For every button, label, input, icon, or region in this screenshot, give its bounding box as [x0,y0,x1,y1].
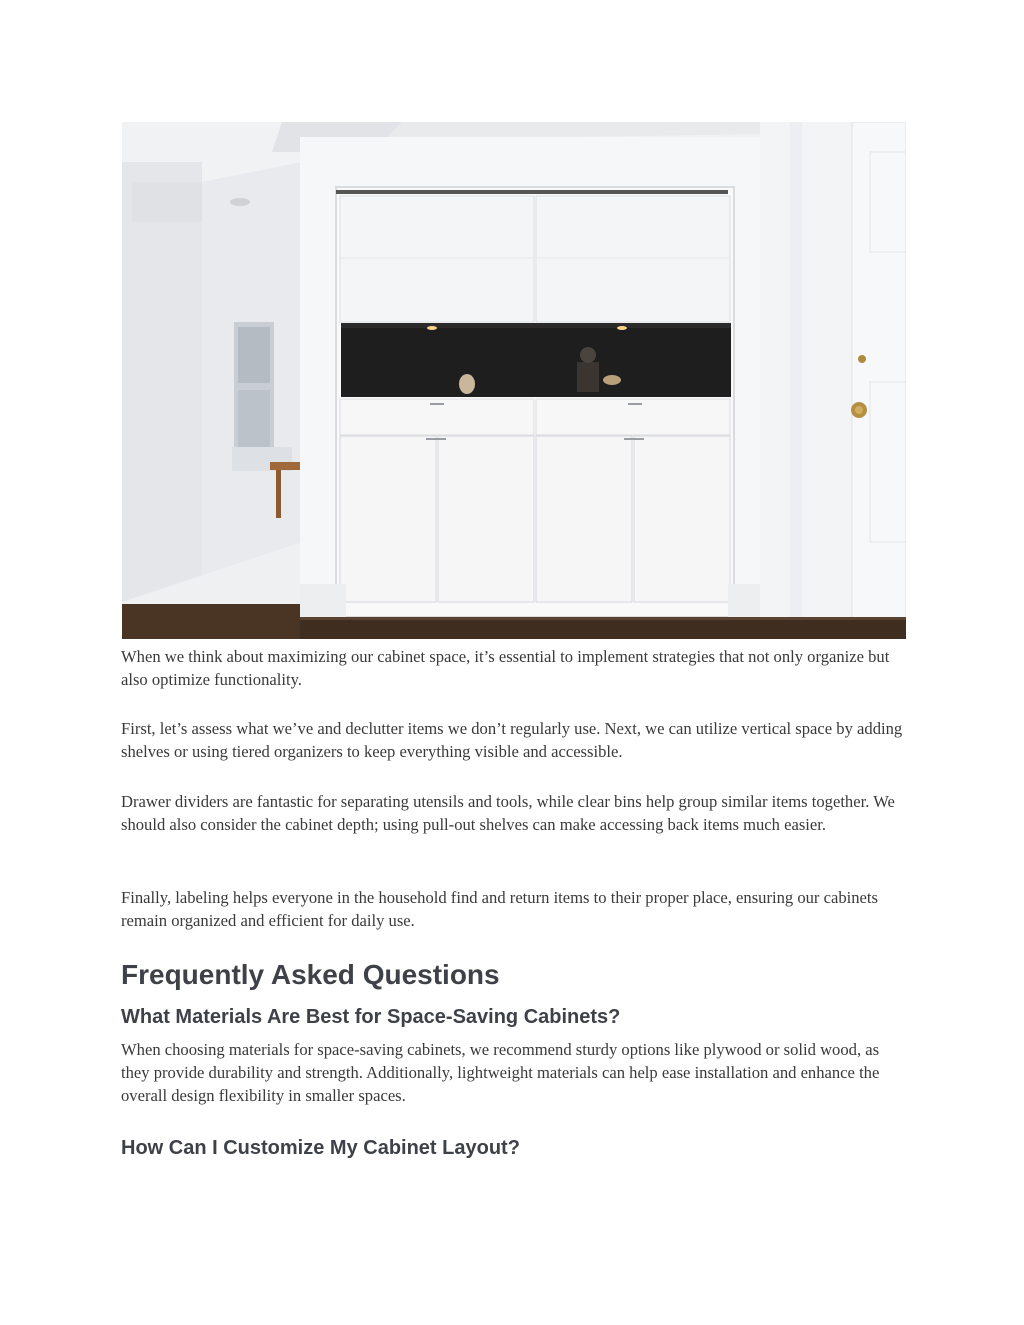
cabinet-photo [122,122,906,639]
intro-paragraph: When we think about maximizing our cabinet space, it’s essential to implement strategies that not only organize but also optimize functionality. [121,647,890,689]
cabinet-photo-illustration [122,122,906,639]
faq-question-layout: How Can I Customize My Cabinet Layout? [121,1137,520,1159]
paragraph-labeling: Finally, labeling helps everyone in the household find and return items to their proper place, ensuring our cabinets remain organized and efficient for daily use. [121,888,878,930]
faq-heading: Frequently Asked Questions [121,959,500,990]
faq-answer-materials: When choosing materials for space-saving cabinets, we recommend sturdy options like plywood or solid wood, as they provide durability and strength. Additionally, lightweight materials can help ease installation and enhance the overall design flexibility in smaller spaces. [121,1040,880,1105]
paragraph-assess-declutter: First, let’s assess what we’ve and declutter items we don’t regularly use. Next, we can utilize vertical space by adding shelves or using tiered organizers to keep everything visible and accessible. [121,719,903,761]
paragraph-drawer-dividers: Drawer dividers are fantastic for separating utensils and tools, while clear bins help group similar items together. We should also consider the cabinet depth; using pull-out shelves can make accessing back items much easier. [121,792,895,834]
faq-question-materials: What Materials Are Best for Space-Saving Cabinets? [121,1006,621,1028]
